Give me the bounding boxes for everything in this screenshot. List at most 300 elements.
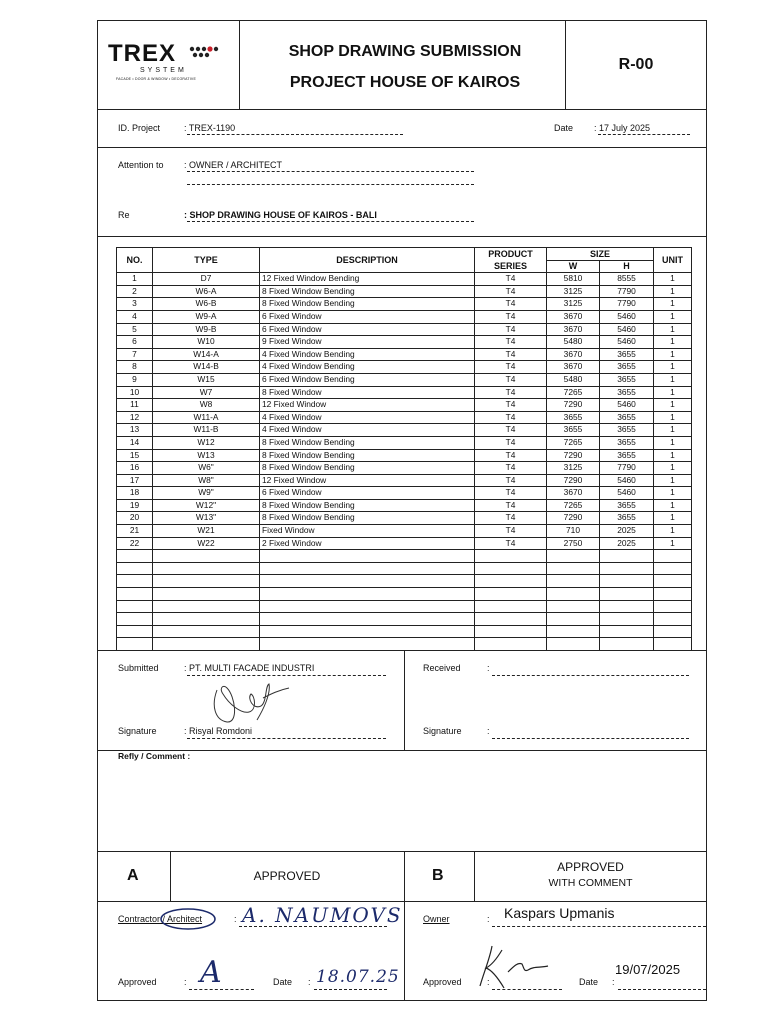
row-no: 15 [117, 449, 153, 462]
row-series: T4 [475, 512, 547, 525]
row-series: T4 [475, 474, 547, 487]
id-bottom-line [97, 147, 707, 148]
attention-label: Attention to [118, 160, 164, 170]
empty-cell [260, 562, 475, 575]
col-size-header: SIZE [547, 248, 654, 261]
row-description: 8 Fixed Window Bending [260, 512, 475, 525]
table-row [117, 373, 692, 386]
row-unit: 1 [654, 336, 692, 349]
items-table [116, 247, 692, 651]
header-divider-left [239, 20, 240, 109]
row-h: 5460 [600, 310, 654, 323]
row-no: 12 [117, 411, 153, 424]
approval-b-status: APPROVED [557, 860, 624, 874]
row-unit: 1 [654, 348, 692, 361]
row-h: 2025 [600, 537, 654, 550]
empty-cell [600, 638, 654, 651]
row-type: W12 [153, 436, 260, 449]
table-empty-row [117, 562, 692, 575]
table-row [117, 537, 692, 550]
approved-label-a: Approved [118, 977, 157, 987]
empty-cell [547, 613, 600, 626]
row-description: 12 Fixed Window Bending [260, 273, 475, 286]
row-type: W11-A [153, 411, 260, 424]
empty-cell [654, 625, 692, 638]
row-h: 2025 [600, 525, 654, 538]
row-w: 3670 [547, 348, 600, 361]
empty-cell [547, 588, 600, 601]
col-unit-header: UNIT [654, 248, 692, 273]
row-type: W10 [153, 336, 260, 349]
empty-cell [260, 613, 475, 626]
row-w: 3655 [547, 411, 600, 424]
empty-cell [547, 600, 600, 613]
col-no-header: NO. [117, 248, 153, 273]
row-description: 4 Fixed Window [260, 411, 475, 424]
signature-value: : Risyal Romdoni [184, 726, 253, 736]
row-h: 3655 [600, 436, 654, 449]
empty-cell [547, 625, 600, 638]
row-series: T4 [475, 537, 547, 550]
table-row [117, 436, 692, 449]
row-unit: 1 [654, 298, 692, 311]
empty-cell [260, 588, 475, 601]
row-series: T4 [475, 487, 547, 500]
col-h-header: H [600, 260, 654, 273]
row-w: 3670 [547, 323, 600, 336]
row-w: 7290 [547, 449, 600, 462]
row-series: T4 [475, 361, 547, 374]
row-unit: 1 [654, 436, 692, 449]
row-description: 8 Fixed Window Bending [260, 436, 475, 449]
row-w: 3125 [547, 285, 600, 298]
row-description: 6 Fixed Window [260, 323, 475, 336]
signature2-label: Signature [423, 726, 462, 736]
row-w: 5480 [547, 336, 600, 349]
row-series: T4 [475, 348, 547, 361]
row-h: 3655 [600, 411, 654, 424]
row-description: 4 Fixed Window Bending [260, 348, 475, 361]
col-series-header-2: SERIES [475, 260, 547, 273]
row-unit: 1 [654, 525, 692, 538]
row-h: 8555 [600, 273, 654, 286]
row-type: W13" [153, 512, 260, 525]
row-series: T4 [475, 499, 547, 512]
title-line-2: PROJECT HOUSE OF KAIROS [289, 74, 521, 91]
contractor-underline [239, 926, 387, 927]
empty-cell [654, 600, 692, 613]
row-type: W21 [153, 525, 260, 538]
row-series: T4 [475, 449, 547, 462]
logo-tagline: FACADE • DOOR & WINDOW • DECORATIVE [116, 77, 196, 81]
trex-logo [108, 40, 233, 84]
col-type-header: TYPE [153, 248, 260, 273]
row-series: T4 [475, 399, 547, 412]
empty-cell [475, 638, 547, 651]
row-series: T4 [475, 525, 547, 538]
comment-label: Refly / Comment : [118, 751, 191, 761]
row-w: 3670 [547, 310, 600, 323]
col-series-header-1: PRODUCT [475, 248, 547, 261]
signature-underline [187, 738, 386, 739]
row-series: T4 [475, 462, 547, 475]
re-label: Re [118, 210, 130, 220]
row-w: 7265 [547, 386, 600, 399]
owner-name: Kaspars Upmanis [504, 905, 615, 921]
empty-cell [117, 638, 153, 651]
table-empty-row [117, 550, 692, 563]
row-w: 7290 [547, 399, 600, 412]
signature2-value: : [487, 726, 490, 736]
row-series: T4 [475, 411, 547, 424]
approved-colon-a: : [184, 977, 187, 987]
approved-colon-b: : [487, 977, 490, 987]
empty-cell [654, 575, 692, 588]
empty-cell [600, 562, 654, 575]
empty-cell [475, 550, 547, 563]
empty-cell [475, 562, 547, 575]
row-h: 5460 [600, 336, 654, 349]
approved-label-b: Approved [423, 977, 462, 987]
row-unit: 1 [654, 399, 692, 412]
empty-cell [117, 613, 153, 626]
table-row [117, 525, 692, 538]
table-row [117, 386, 692, 399]
table-empty-row [117, 638, 692, 651]
submission-top-line [97, 650, 707, 651]
table-row [117, 449, 692, 462]
empty-cell [600, 588, 654, 601]
approval-a-status: APPROVED [253, 869, 321, 883]
empty-cell [654, 588, 692, 601]
table-row [117, 487, 692, 500]
row-no: 8 [117, 361, 153, 374]
table-row [117, 512, 692, 525]
row-unit: 1 [654, 537, 692, 550]
table-row [117, 462, 692, 475]
date-label-b: Date [579, 977, 599, 987]
approval-b-status-sub: WITH COMMENT [548, 877, 633, 889]
table-row [117, 424, 692, 437]
row-description: 6 Fixed Window Bending [260, 373, 475, 386]
empty-cell [600, 550, 654, 563]
row-h: 3655 [600, 348, 654, 361]
row-no: 6 [117, 336, 153, 349]
empty-cell [153, 638, 260, 651]
empty-cell [600, 613, 654, 626]
date-colon-a: : [308, 977, 311, 987]
table-row [117, 361, 692, 374]
row-series: T4 [475, 298, 547, 311]
row-type: W6-A [153, 285, 260, 298]
owner-label: Owner [423, 914, 450, 924]
row-type: W13 [153, 449, 260, 462]
row-type: W8" [153, 474, 260, 487]
empty-cell [475, 588, 547, 601]
approval-top-line [97, 851, 707, 852]
row-no: 18 [117, 487, 153, 500]
row-type: W6-B [153, 298, 260, 311]
row-type: W11-B [153, 424, 260, 437]
row-description: 8 Fixed Window Bending [260, 449, 475, 462]
row-h: 5460 [600, 399, 654, 412]
row-unit: 1 [654, 285, 692, 298]
row-type: W12" [153, 499, 260, 512]
empty-cell [475, 625, 547, 638]
re-underline [187, 221, 474, 222]
contractor-handwritten-name: A. NAUMOVS [242, 903, 403, 927]
table-row [117, 298, 692, 311]
row-no: 5 [117, 323, 153, 336]
row-description: 6 Fixed Window [260, 487, 475, 500]
empty-cell [153, 562, 260, 575]
received-label: Received [423, 663, 461, 673]
approval-b-divider [474, 851, 475, 901]
row-w: 7265 [547, 436, 600, 449]
row-description: 8 Fixed Window Bending [260, 462, 475, 475]
logo-brand: TREX [108, 40, 177, 67]
row-h: 3655 [600, 424, 654, 437]
row-series: T4 [475, 310, 547, 323]
empty-cell [117, 588, 153, 601]
row-series: T4 [475, 336, 547, 349]
table-row [117, 474, 692, 487]
approved-underline-b [492, 989, 562, 990]
row-w: 5810 [547, 273, 600, 286]
empty-cell [153, 613, 260, 626]
date-label: Date [554, 123, 574, 133]
signature-label: Signature [118, 726, 157, 736]
row-type: W6" [153, 462, 260, 475]
received-value: : [487, 663, 490, 673]
approval-b-letter: B [432, 867, 444, 884]
empty-cell [475, 600, 547, 613]
signature2-underline [492, 738, 689, 739]
row-no: 22 [117, 537, 153, 550]
row-unit: 1 [654, 449, 692, 462]
row-h: 5460 [600, 474, 654, 487]
revision-code: R-00 [618, 56, 654, 73]
row-description: 9 Fixed Window [260, 336, 475, 349]
empty-cell [600, 575, 654, 588]
row-no: 17 [117, 474, 153, 487]
re-value: : SHOP DRAWING HOUSE OF KAIROS - BALI [184, 210, 377, 220]
items-body [117, 273, 692, 651]
table-header-row [117, 248, 692, 261]
row-h: 3655 [600, 499, 654, 512]
row-h: 7790 [600, 285, 654, 298]
row-w: 3655 [547, 424, 600, 437]
row-w: 710 [547, 525, 600, 538]
approved-underline-a [189, 989, 254, 990]
attention-value: : OWNER / ARCHITECT [184, 160, 283, 170]
row-h: 7790 [600, 462, 654, 475]
date-colon-b: : [612, 977, 615, 987]
table-empty-row [117, 613, 692, 626]
row-type: W14-B [153, 361, 260, 374]
date-value-a: 18.07.25 [316, 967, 400, 987]
table-row [117, 399, 692, 412]
header-bottom-line [97, 109, 707, 110]
empty-cell [153, 588, 260, 601]
date-underline-a [314, 989, 387, 990]
empty-cell [260, 625, 475, 638]
row-unit: 1 [654, 474, 692, 487]
row-type: W14-A [153, 348, 260, 361]
row-series: T4 [475, 424, 547, 437]
table-empty-row [117, 625, 692, 638]
empty-cell [547, 638, 600, 651]
table-row [117, 336, 692, 349]
row-unit: 1 [654, 462, 692, 475]
row-w: 7290 [547, 474, 600, 487]
id-project-label: ID. Project [118, 123, 161, 133]
table-row [117, 411, 692, 424]
row-unit: 1 [654, 310, 692, 323]
row-no: 1 [117, 273, 153, 286]
row-w: 3125 [547, 298, 600, 311]
row-type: W9-B [153, 323, 260, 336]
approval-center-divider [404, 851, 405, 1001]
empty-cell [153, 575, 260, 588]
architect-circle-mark-icon [159, 906, 217, 932]
empty-cell [600, 600, 654, 613]
title-line-1: SHOP DRAWING SUBMISSION [288, 43, 522, 60]
row-unit: 1 [654, 512, 692, 525]
empty-cell [547, 575, 600, 588]
row-h: 3655 [600, 373, 654, 386]
row-w: 7265 [547, 499, 600, 512]
row-series: T4 [475, 285, 547, 298]
row-type: W9" [153, 487, 260, 500]
table-row [117, 273, 692, 286]
table-empty-row [117, 600, 692, 613]
row-description: 8 Fixed Window [260, 386, 475, 399]
contractor-label: Contractor / Architect [118, 914, 203, 924]
row-unit: 1 [654, 273, 692, 286]
row-no: 19 [117, 499, 153, 512]
row-series: T4 [475, 373, 547, 386]
empty-cell [600, 625, 654, 638]
row-w: 2750 [547, 537, 600, 550]
row-h: 7790 [600, 298, 654, 311]
row-no: 4 [117, 310, 153, 323]
row-h: 5460 [600, 323, 654, 336]
date-underline [598, 134, 690, 135]
empty-cell [117, 600, 153, 613]
submitted-label: Submitted [118, 663, 159, 673]
row-w: 7290 [547, 512, 600, 525]
row-unit: 1 [654, 386, 692, 399]
table-empty-row [117, 575, 692, 588]
row-description: 2 Fixed Window [260, 537, 475, 550]
row-unit: 1 [654, 499, 692, 512]
logo-sub: SYSTEM [140, 67, 187, 74]
row-no: 7 [117, 348, 153, 361]
empty-cell [260, 600, 475, 613]
empty-cell [654, 562, 692, 575]
id-project-value: : TREX-1190 [184, 123, 236, 133]
row-unit: 1 [654, 373, 692, 386]
row-type: W22 [153, 537, 260, 550]
row-type: W7 [153, 386, 260, 399]
row-no: 2 [117, 285, 153, 298]
row-no: 21 [117, 525, 153, 538]
row-type: D7 [153, 273, 260, 286]
row-h: 5460 [600, 487, 654, 500]
date-label-a: Date [273, 977, 293, 987]
row-h: 3655 [600, 449, 654, 462]
row-description: 4 Fixed Window [260, 424, 475, 437]
row-h: 3655 [600, 512, 654, 525]
row-description: 8 Fixed Window Bending [260, 499, 475, 512]
empty-cell [475, 575, 547, 588]
empty-cell [547, 562, 600, 575]
row-description: 4 Fixed Window Bending [260, 361, 475, 374]
row-no: 11 [117, 399, 153, 412]
empty-cell [260, 575, 475, 588]
row-series: T4 [475, 386, 547, 399]
row-unit: 1 [654, 487, 692, 500]
empty-cell [654, 550, 692, 563]
approved-mark-a: A [200, 955, 222, 990]
empty-cell [654, 638, 692, 651]
table-row [117, 323, 692, 336]
empty-cell [117, 575, 153, 588]
row-no: 3 [117, 298, 153, 311]
logo-dots-icon [188, 45, 228, 61]
row-type: W15 [153, 373, 260, 386]
submitter-signature-icon [205, 676, 295, 728]
owner-colon: : [487, 914, 490, 924]
empty-cell [153, 600, 260, 613]
row-description: Fixed Window [260, 525, 475, 538]
row-no: 13 [117, 424, 153, 437]
table-row [117, 285, 692, 298]
table-row [117, 348, 692, 361]
row-h: 3655 [600, 386, 654, 399]
date-value: : 17 July 2025 [594, 123, 651, 133]
row-no: 9 [117, 373, 153, 386]
row-description: 6 Fixed Window [260, 310, 475, 323]
empty-cell [117, 625, 153, 638]
attention-underline-2 [187, 184, 474, 185]
row-w: 3125 [547, 462, 600, 475]
row-no: 14 [117, 436, 153, 449]
empty-cell [117, 550, 153, 563]
row-unit: 1 [654, 323, 692, 336]
row-unit: 1 [654, 411, 692, 424]
submission-divider [404, 650, 405, 750]
received-underline [492, 675, 689, 676]
owner-signature-icon [478, 942, 558, 990]
empty-cell [260, 550, 475, 563]
empty-cell [654, 613, 692, 626]
col-w-header: W [547, 260, 600, 273]
row-description: 12 Fixed Window [260, 474, 475, 487]
empty-cell [547, 550, 600, 563]
row-description: 8 Fixed Window Bending [260, 298, 475, 311]
submitted-value: : PT. MULTI FACADE INDUSTRI [184, 663, 315, 673]
empty-cell [260, 638, 475, 651]
empty-cell [153, 550, 260, 563]
table-row [117, 499, 692, 512]
row-no: 16 [117, 462, 153, 475]
approval-mid-line [97, 901, 707, 902]
row-type: W9-A [153, 310, 260, 323]
empty-cell [117, 562, 153, 575]
row-series: T4 [475, 436, 547, 449]
